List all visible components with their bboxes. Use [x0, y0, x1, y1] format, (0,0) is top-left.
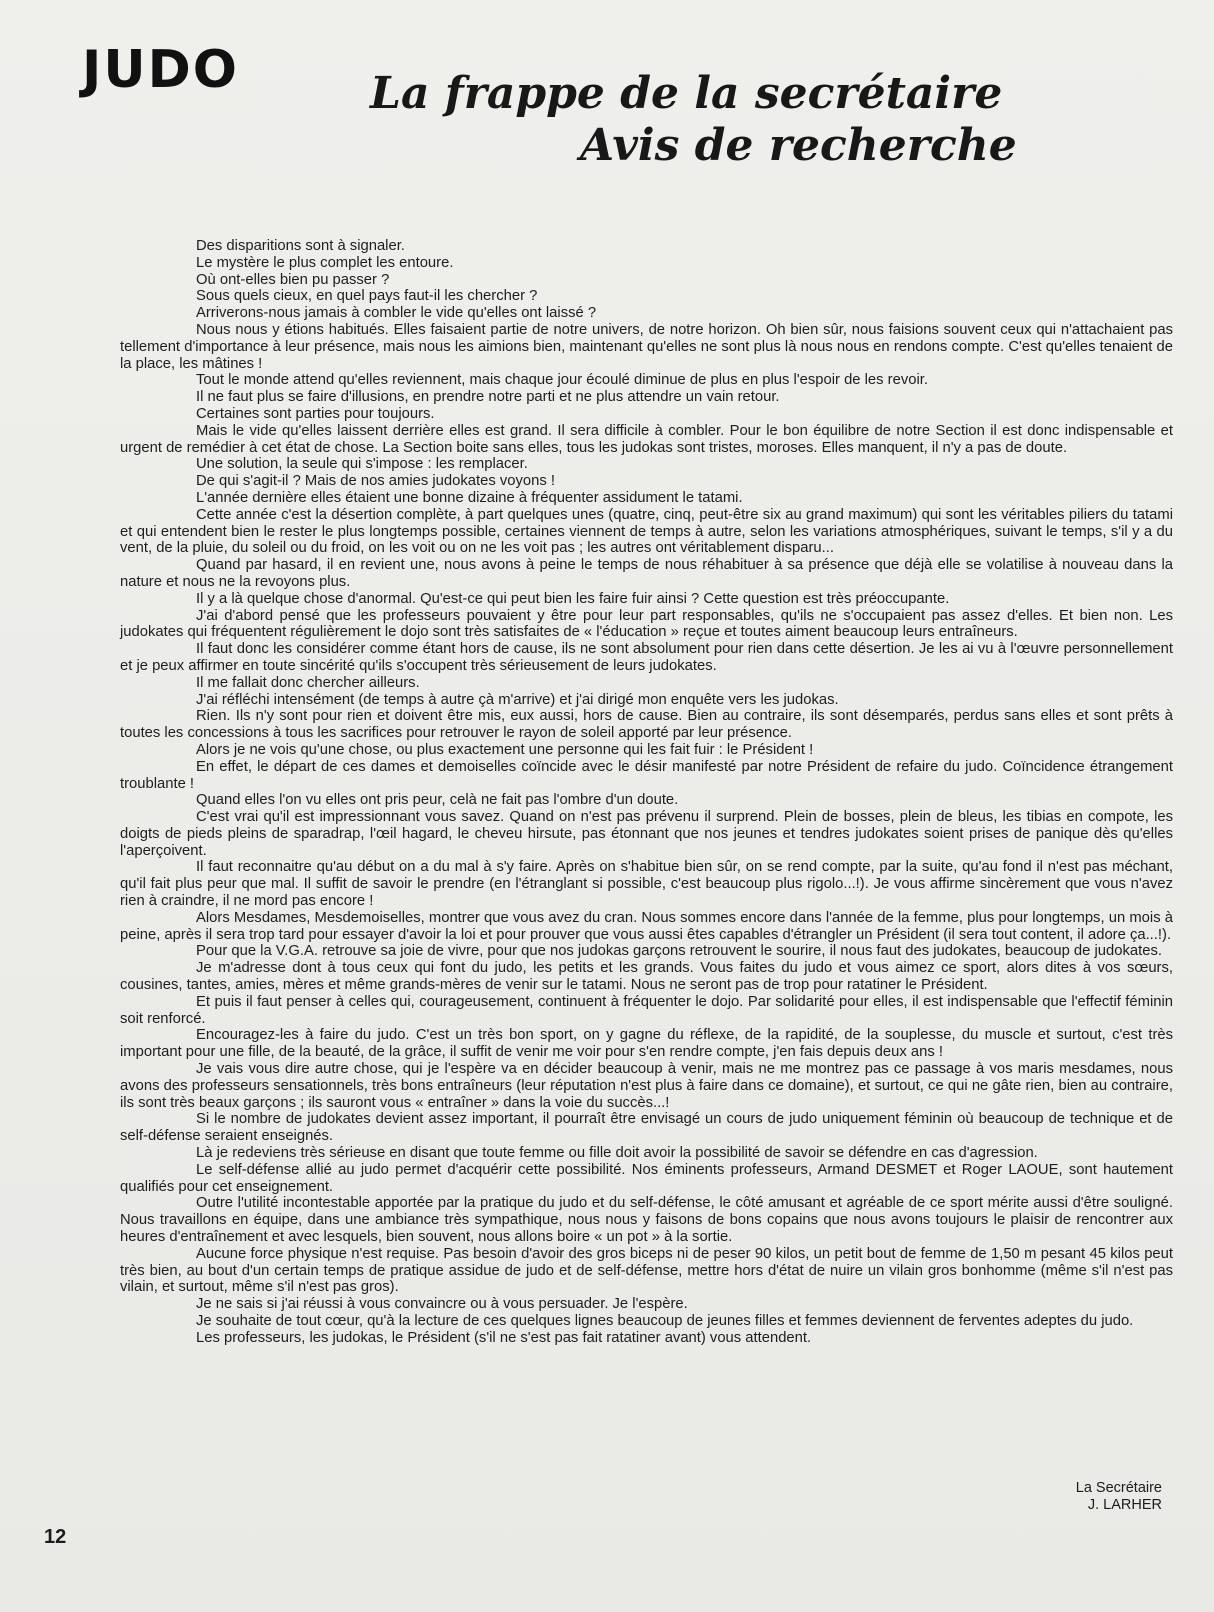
- signature-role: La Secrétaire: [1075, 1480, 1162, 1496]
- article-paragraph: Alors je ne vois qu'une chose, ou plus exactement une personne qui les fait fuir : le Président !: [196, 741, 814, 758]
- article-paragraph: Où ont-elles bien pu passer ?: [196, 271, 390, 288]
- article-headline: [370, 68, 1017, 172]
- article-body: [120, 238, 1173, 1347]
- article-paragraph: Le mystère le plus complet les entoure.: [196, 254, 454, 271]
- article-paragraph: Il ne faut plus se faire d'illusions, en prendre notre parti et ne plus attendre un vain retour.: [196, 389, 780, 406]
- article-paragraph: Il faut donc les considérer comme étant hors de cause, ils ne sont absolument pour rien dans cette désertion. Je les ai vu à l'œuvre personnellement et je peux affirmer en toute sincérité qu'ils s'occupent très sérieusement de leurs judokates.: [120, 641, 1173, 674]
- article-paragraph: Cette année c'est la désertion complète, à part quelques unes (quatre, cinq, peut-être six au grand maximum) qui sont les véritables piliers du tatami et qui entendent bien le rester le plus longtemps possible, certaines viennent de temps à autre, selon les variations atmosphériques, suivant le temps, s'il y a du vent, de la pluie, du soleil ou du froid, on les voit ou on ne les voit pas ; les autres ont véritablement disparu...: [120, 506, 1173, 557]
- article-paragraph: Il faut reconnaitre qu'au début on a du mal à s'y faire. Après on s'habitue bien sûr, on se rend compte, par la suite, qu'au fond il n'est pas méchant, qu'il fait plus peur que mal. Il suffit de savoir le prendre (en l'étranglant si possible, c'est beaucoup plus rigolo...!). Je vous affirme sincèrement que vous n'avez rien à craindre, il ne mord pas encore !: [120, 859, 1173, 910]
- article-paragraph: J'ai d'abord pensé que les professeurs pouvaient y être pour leur part responsables, qu'ils ne s'occupaient pas assez d'elles. Et bien non. Les judokates qui fréquentent régulièrement le dojo sont très satisfaites de « l'éducation » reçue et toutes aiment beaucoup leurs entraîneurs.: [120, 607, 1173, 641]
- article-paragraph: Rien. Ils n'y sont pour rien et doivent être mis, eux aussi, hors de cause. Bien au contraire, ils sont désemparés, perdus sans elles et sont prêts à toutes les concessions à tous les sacrifices pour retrouver le rayon de soleil apporté par leur présence.: [120, 708, 1173, 742]
- article-paragraph: Quand elles l'on vu elles ont pris peur, celà ne fait pas l'ombre d'un doute.: [196, 792, 679, 809]
- section-title: JUDO: [82, 40, 239, 100]
- article-paragraph: Mais le vide qu'elles laissent derrière elles est grand. Il sera difficile à combler. Pour le bon équilibre de notre Section il est donc indispensable et urgent de remédier à cet état de chose. La Section boite sans elles, tous les judokas sont tristes, moroses. Elles manquent, il n'y a pas de doute.: [120, 422, 1173, 456]
- article-paragraph: L'année dernière elles étaient une bonne dizaine à fréquenter assidument le tatami.: [196, 489, 743, 506]
- article-paragraph: Alors Mesdames, Mesdemoiselles, montrer que vous avez du cran. Nous sommes encore dans l'année de la femme, plus pour longtemps, un mois à peine, après il sera trop tard pour essayer d'avoir la loi et pour prouver que vous aussi êtes capables d'étrangler un Président (il sera tout content, il adore ça...!).: [120, 909, 1173, 943]
- article-paragraph: J'ai réfléchi intensément (de temps à autre çà m'arrive) et j'ai dirigé mon enquête vers les judokas.: [196, 691, 839, 708]
- article-paragraph: Tout le monde attend qu'elles reviennent, mais chaque jour écoulé diminue de plus en plus l'espoir de les revoir.: [196, 372, 928, 389]
- article-paragraph: Je vais vous dire autre chose, qui je l'espère va en décider beaucoup à venir, mais ne me montrez pas ce passage à vos maris mesdames, nous avons des professeurs sensationnels, très bons entraîneurs (leur réputation n'est plus à faire dans ce domaine), et surtout, ce qui ne gâte rien, bien au contraire, ils sont très beaux garçons ; ils sauront vous « entraîner » dans la voie du succès...!: [120, 1061, 1173, 1111]
- article-paragraph: Si le nombre de judokates devient assez important, il pourraît être envisagé un cours de judo uniquement féminin où beaucoup de technique et de self-défense seraient enseignés.: [120, 1111, 1173, 1145]
- article-paragraph: Pour que la V.G.A. retrouve sa joie de vivre, pour que nos judokas garçons retrouvent le sourire, il nous faut des judokates, beaucoup de judokates.: [196, 943, 1162, 960]
- article-paragraph: Il y a là quelque chose d'anormal. Qu'est-ce qui peut bien les faire fuir ainsi ? Cette question est très préoccupante.: [196, 590, 950, 607]
- article-paragraph: En effet, le départ de ces dames et demoiselles coïncide avec le désir manifesté par notre Président de refaire du judo. Coïncidence étrangement troublante !: [120, 758, 1173, 792]
- headline-line-1: La frappe de la secrétaire: [370, 68, 1003, 119]
- article-paragraph: Certaines sont parties pour toujours.: [196, 405, 435, 422]
- article-paragraph: Je ne sais si j'ai réussi à vous convaincre ou à vous persuader. Je l'espère.: [196, 1296, 688, 1313]
- article-paragraph: C'est vrai qu'il est impressionnant vous savez. Quand on n'est pas prévenu il surprend. Plein de bosses, plein de bleus, les tibias en compote, les doigts de pieds pleins de sparadrap, l'œil hagard, le cheveu hirsute, pas étonnant que nos jeunes et tendres judokates soient prises de panique dès qu'elles l'aperçoivent.: [120, 809, 1173, 859]
- article-paragraph: Il me fallait donc chercher ailleurs.: [196, 674, 420, 691]
- article-paragraph: Nous nous y étions habitués. Elles faisaient partie de notre univers, de notre horizon. Oh bien sûr, nous faisions souvent ceux qui n'attachaient pas tellement d'importance à leur présence, mais nous les aimions bien, maintenant qu'elles ne sont plus là nous nous en rendons compte. C'est qu'elles tenaient de la place, les mâtines !: [120, 321, 1173, 372]
- article-paragraph: Là je redeviens très sérieuse en disant que toute femme ou fille doit avoir la possibilité de savoir se défendre en cas d'agression.: [196, 1145, 1038, 1162]
- article-paragraph: Aucune force physique n'est requise. Pas besoin d'avoir des gros biceps ni de peser 90 kilos, un petit bout de femme de 1,50 m pesant 45 kilos peut très bien, au bout d'un certain temps de pratique assidue de judo et de self-défense, mettre hors d'état de nuire un vilain gros bonhomme (même s'il n'est pas vilain, et surtout, même s'il n'est pas gros).: [120, 1245, 1173, 1296]
- article-paragraph: Quand par hasard, il en revient une, nous avons à peine le temps de nous réhabituer à sa présence que déjà elle se volatilise à nouveau dans la nature et nous ne la revoyons plus.: [120, 557, 1173, 590]
- article-paragraph: Arriverons-nous jamais à combler le vide qu'elles ont laissé ?: [196, 305, 597, 322]
- article-paragraph: Une solution, la seule qui s'impose : les remplacer.: [196, 456, 528, 473]
- headline-line-2: Avis de recherche: [580, 120, 1017, 171]
- page-number: 12: [44, 1526, 67, 1548]
- article-paragraph: Et puis il faut penser à celles qui, courageusement, continuent à fréquenter le dojo. Par solidarité pour elles, il est indispensable que l'effectif féminin soit renforcé.: [120, 993, 1173, 1027]
- signature: [1076, 1480, 1162, 1514]
- article-paragraph: Les professeurs, les judokas, le Président (s'il ne s'est pas fait ratatiner avant) vous attendent.: [196, 1329, 812, 1346]
- article-paragraph: De qui s'agit-il ? Mais de nos amies judokates voyons !: [196, 473, 555, 490]
- article-paragraph: Le self-défense allié au judo permet d'acquérir cette possibilité. Nos éminents professeurs, Armand DESMET et Roger LAOUE, sont hautement qualifiés pour cet enseignement.: [120, 1161, 1173, 1195]
- article-paragraph: Encouragez-les à faire du judo. C'est un très bon sport, on y gagne du réflexe, de la rapidité, de la souplesse, du muscle et surtout, c'est très important pour une fille, de la beauté, de la grâce, il suffit de venir me voir pour s'en rendre compte, j'en fais depuis deux ans !: [120, 1027, 1173, 1061]
- signature-name: J. LARHER: [1087, 1497, 1162, 1513]
- article-paragraph: Je souhaite de tout cœur, qu'à la lecture de ces quelques lignes beaucoup de jeunes filles et femmes deviennent de ferventes adeptes du judo.: [196, 1313, 1134, 1329]
- article-paragraph: Outre l'utilité incontestable apportée par la pratique du judo et du self-défense, le côté amusant et agréable de ce sport mérite aussi d'être souligné. Nous travaillons en équipe, dans une ambiance très sympathique, nous nous y faisons de bons copains que nous avons toujours le plaisir de rencontrer aux heures d'entraînement et avec lesquels, bien souvent, nous allons boire « un pot » à la sortie.: [120, 1195, 1173, 1246]
- article-paragraph: Sous quels cieux, en quel pays faut-il les chercher ?: [196, 288, 538, 305]
- article-paragraph: Je m'adresse dont à tous ceux qui font du judo, les petits et les grands. Vous faites du judo et vous aimez ce sport, alors dites à vos sœurs, cousines, tantes, amies, mères et même grands-mères de venir sur le tatami. Nous ne seront pas de trop pour ratatiner le Président.: [120, 960, 1173, 994]
- article-paragraph: Des disparitions sont à signaler.: [196, 238, 405, 254]
